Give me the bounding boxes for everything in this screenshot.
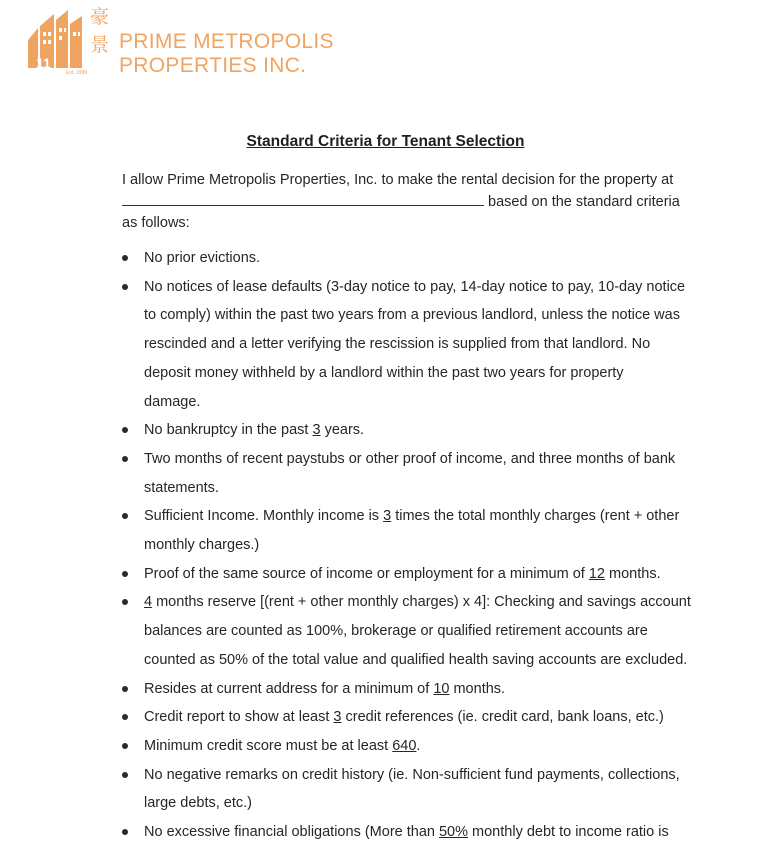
criteria-item-credit-references [144,703,704,732]
underlined-value: 3 [333,709,342,726]
criteria-item-reserve [144,588,704,674]
criteria-list [144,244,704,847]
intro-line-2 [122,191,692,213]
criteria-text [144,703,704,732]
criteria-text [144,416,704,445]
criteria-text: monthly charges.) [144,537,260,554]
text-segment: No excessive financial obligations (More than [144,824,439,841]
criteria-item-no-evictions [144,244,704,273]
criteria-text: balances are counted as 100%, brokerage or qualified retirement accounts are [144,623,648,640]
criteria-text [144,732,704,761]
criteria-text: deposit money withheld by a landlord within the past two years for property [144,364,624,381]
text-segment: Sufficient Income. Monthly income is [144,508,384,525]
criteria-item-paystubs [144,445,704,502]
underlined-value: 10 [433,680,450,697]
criteria-item-credit-history [144,761,704,818]
text-segment: monthly debt to income ratio is [468,824,669,841]
criteria-text: counted as 50% of the total value and qualified health saving accounts are excluded. [144,651,688,668]
criteria-text [144,502,704,531]
company-name-line-2: PROPERTIES INC. [119,54,307,77]
company-name [119,30,334,78]
criteria-item-income-source [144,560,704,589]
logo-number: 11 [36,55,51,71]
logo-cjk-char-1: 豪 [90,6,110,28]
underlined-value: 12 [588,565,605,582]
text-segment: years. [320,422,365,439]
criteria-text: to comply) within the past two years from a previous landlord, unless the notice was [144,307,680,324]
underlined-value: 3 [312,422,321,439]
text-segment: Resides at current address for a minimum of [144,680,434,697]
criteria-text: damage. [144,393,201,410]
text-segment: Credit report to show at least [144,709,334,726]
text-segment: months reserve [(rent + other monthly charges) x 4]: Checking and savings account [152,594,691,611]
underlined-value: 50% [438,824,469,841]
text-segment: Minimum credit score must be at least [144,737,393,754]
text-segment: months. [605,565,661,582]
logo-est: Est. 1999 [66,70,88,76]
intro-line-1: I allow Prime Metropolis Properties, Inc. to make the rental decision for the property at [122,172,674,188]
criteria-item-current-address [144,675,704,704]
criteria-item-bankruptcy [144,416,704,445]
text-segment: Proof of the same source of income or employment for a minimum of [144,565,589,582]
intro-line-2-text: based on the standard criteria [488,194,680,210]
company-logo [24,6,334,77]
criteria-text: rescinded and a letter verifying the rescission is supplied from that landlord. No [144,336,651,353]
criteria-text: Two months of recent paystubs or other proof of income, and three months of bank [144,450,676,467]
criteria-item-sufficient-income [144,502,704,559]
criteria-text: No prior evictions. [144,250,261,266]
criteria-text: No negative remarks on credit history (ie. Non-sufficient fund payments, collections, [144,766,680,783]
logo-cjk-char-2: 景 [90,34,110,56]
text-segment: No bankruptcy in the past [144,422,313,439]
criteria-item-financial-obligations [144,818,704,847]
criteria-item-lease-defaults [144,273,704,417]
text-segment: months. [449,680,506,697]
underlined-value: 4 [144,594,153,611]
criteria-text: large debts, etc.) [144,795,252,812]
criteria-text [144,588,704,617]
criteria-item-credit-score [144,732,704,761]
criteria-text [144,818,704,847]
underlined-value: 3 [383,508,392,525]
criteria-text: statements. [144,479,219,496]
underlined-value: 640 [392,737,417,754]
text-segment: times the total monthly charges (rent + other [391,508,680,525]
criteria-text [144,560,704,589]
criteria-text [144,675,704,704]
company-name-line-1: PRIME METROPOLIS [119,30,334,53]
text-segment: credit references (ie. credit card, bank loans, etc.) [341,709,664,726]
criteria-text: No notices of lease defaults (3-day notice to pay, 14-day notice to pay, 10-day notice [144,278,686,295]
text-segment: . [416,737,421,754]
intro-line-3: as follows: [122,215,190,231]
intro-paragraph [122,170,692,234]
document-title: Standard Criteria for Tenant Selection [246,133,525,150]
property-address-blank[interactable] [122,191,484,206]
